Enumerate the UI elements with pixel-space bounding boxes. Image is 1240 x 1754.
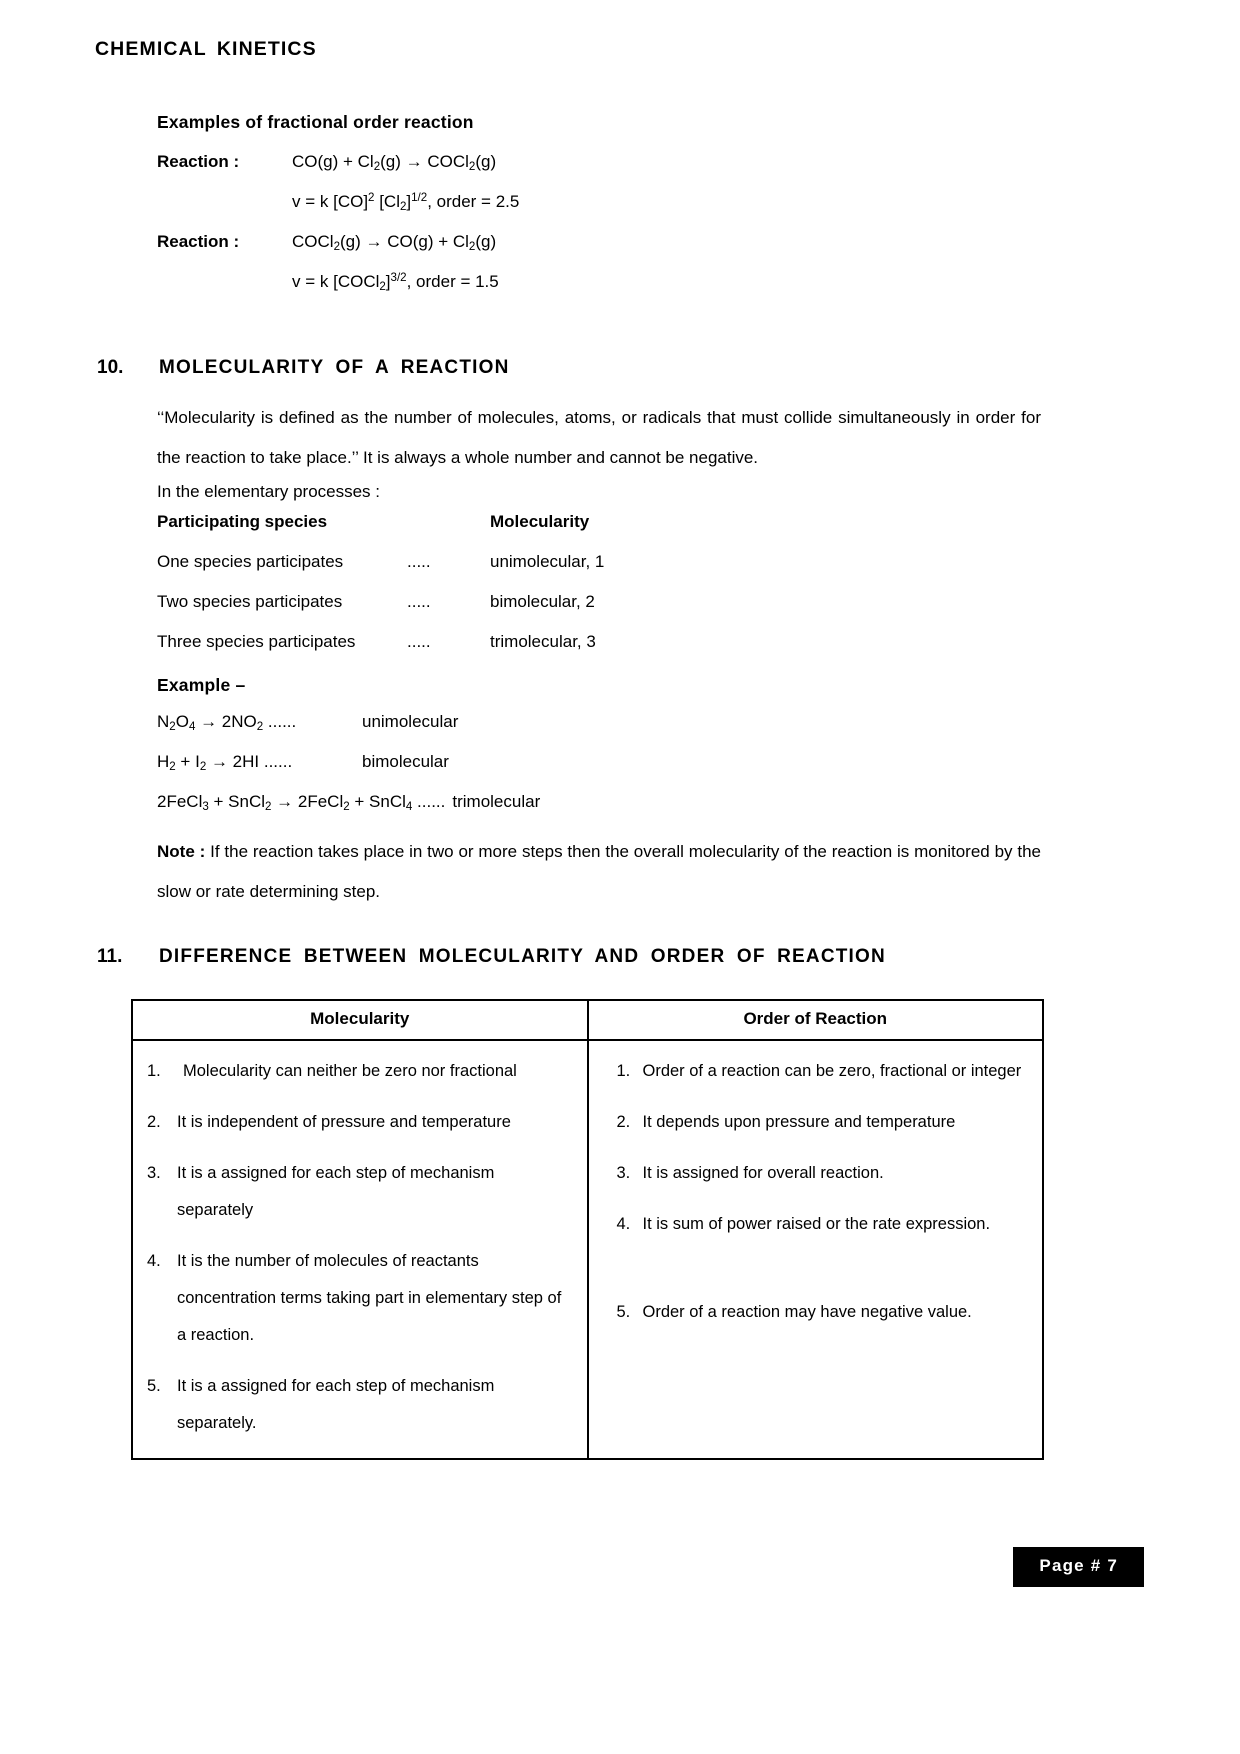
list-item xyxy=(617,1155,1029,1192)
list-item-text: It depends upon pressure and temperature xyxy=(642,1113,956,1131)
dot-leader: ..... xyxy=(407,632,431,651)
example-equation-row xyxy=(157,712,797,752)
molecularity-value: unimolecular, 1 xyxy=(490,552,605,571)
species-list-header xyxy=(157,512,717,552)
reaction-row-1 xyxy=(157,152,496,172)
col-header-participating-species: Participating species xyxy=(157,512,328,531)
column-header-order-of-reaction: Order of Reaction xyxy=(588,1000,1044,1040)
section-10-heading xyxy=(97,357,510,379)
dot-leader: ..... xyxy=(407,552,431,571)
section-11-heading xyxy=(97,946,886,968)
list-item-number: 5. xyxy=(147,1377,161,1395)
list-item-number: 4. xyxy=(147,1252,161,1270)
reaction-equation-1: $CO(g) + Cl_2(g)$ → COCl$_2$(g) xyxy=(292,152,497,174)
example-molecularity-type: bimolecular xyxy=(362,752,449,771)
reaction-equation-2: COCl$_2$(g) → $CO(g) + Cl_2(g)$ xyxy=(292,232,497,254)
species-molecularity-list xyxy=(157,512,717,672)
list-item-number: 2. xyxy=(147,1113,161,1131)
molecularity-value: trimolecular, 3 xyxy=(490,632,596,651)
comparison-table-header-row xyxy=(132,1000,1043,1040)
list-item xyxy=(617,1053,1029,1090)
species-label: One species participates xyxy=(157,552,344,571)
molecularity-value: bimolecular, 2 xyxy=(490,592,595,611)
reaction-label-2: Reaction : xyxy=(157,232,240,251)
molecularity-note xyxy=(157,832,1041,912)
section-10-number: 10. xyxy=(97,357,124,378)
example-equation: $H_2 + I_2 \to 2HI$ ...... xyxy=(157,752,293,774)
list-item-text: Order of a reaction can be zero, fractional or integer xyxy=(642,1062,1022,1080)
list-item xyxy=(147,1053,573,1090)
list-item-text: It is independent of pressure and temperature xyxy=(177,1113,511,1131)
note-text: If the reaction takes place in two or more steps then the overall molecularity of the reaction is monitored by the slow or rate determining step. xyxy=(157,842,1041,901)
molecularity-cell xyxy=(132,1040,588,1459)
list-item xyxy=(147,1104,573,1141)
list-item xyxy=(147,1155,573,1229)
list-item-number: 1. xyxy=(616,1062,631,1080)
species-label: Two species participates xyxy=(157,592,343,611)
list-item xyxy=(147,1243,573,1354)
species-row xyxy=(157,632,717,672)
example-heading: Example – xyxy=(157,675,246,695)
fractional-order-heading: Examples of fractional order reaction xyxy=(157,112,474,132)
section-11-number: 11. xyxy=(97,946,123,967)
column-header-molecularity: Molecularity xyxy=(132,1000,588,1040)
list-item-number: 1. xyxy=(147,1062,161,1080)
list-item xyxy=(147,1368,573,1442)
list-item xyxy=(617,1104,1029,1141)
list-item-text: Molecularity can neither be zero nor fractional xyxy=(183,1062,517,1080)
list-item-number: 4. xyxy=(616,1215,631,1233)
rate-law-1: v = k [CO]$^2$ $[Cl_2]^{1/2}$, order = 2.5 xyxy=(292,192,520,214)
example-equation: 2FeCl$_3$ + SnCl$_2$ → 2FeCl$_2$ + SnCl$_4$ ...... xyxy=(157,792,446,814)
elementary-processes-lead-in: In the elementary processes : xyxy=(157,482,381,501)
list-item-number: 5. xyxy=(616,1303,631,1321)
page-number-badge: Page # 7 xyxy=(1013,1547,1144,1587)
species-label: Three species participates xyxy=(157,632,356,651)
comparison-table-body-row xyxy=(132,1040,1043,1459)
reaction-row-2 xyxy=(157,232,496,252)
species-row xyxy=(157,552,717,592)
example-equation: $N_2O_4 \to 2NO_2$ ...... xyxy=(157,712,297,734)
list-item-text: It is a assigned for each step of mechanism separately. xyxy=(177,1377,495,1432)
example-equation-row xyxy=(157,792,797,832)
list-item-text: It is assigned for overall reaction. xyxy=(642,1164,884,1182)
dot-leader: ..... xyxy=(407,592,431,611)
list-item-number: 3. xyxy=(147,1164,161,1182)
example-equation-row xyxy=(157,752,797,792)
rate-law-2: v = k [COCl$_2$]$^{3/2}$, order = 1.5 xyxy=(292,272,499,294)
species-row xyxy=(157,592,717,632)
note-label: Note : xyxy=(157,842,206,861)
comparison-table xyxy=(131,999,1044,1460)
list-item xyxy=(617,1294,1029,1331)
list-item-text: It is the number of molecules of reactants concentration terms taking part in elementary step of a reaction. xyxy=(177,1252,562,1344)
list-item-number: 3. xyxy=(616,1164,631,1182)
list-item-text: Order of a reaction may have negative value. xyxy=(642,1303,972,1321)
molecularity-definition: ‘‘Molecularity is defined as the number of molecules, atoms, or radicals that must collide simultaneously in order for the reaction to take place.’’ It is always a whole number and cannot be negative. xyxy=(157,408,1041,467)
example-equations-list xyxy=(157,712,797,832)
list-item xyxy=(617,1206,1029,1243)
example-molecularity-type: unimolecular xyxy=(362,712,459,731)
reaction-label-1: Reaction : xyxy=(157,152,240,171)
col-header-molecularity: Molecularity xyxy=(490,512,590,531)
running-header-title: CHEMICAL KINETICS xyxy=(95,38,317,60)
list-item-number: 2. xyxy=(616,1113,631,1131)
section-11-title: DIFFERENCE BETWEEN MOLECULARITY AND ORDER OF REACTION xyxy=(159,946,886,967)
order-of-reaction-cell xyxy=(588,1040,1044,1459)
list-item-text: It is sum of power raised or the rate expression. xyxy=(642,1215,991,1233)
section-10-title: MOLECULARITY OF A REACTION xyxy=(159,357,510,378)
list-item-text: It is a assigned for each step of mechanism separately xyxy=(177,1164,495,1219)
example-molecularity-type: trimolecular xyxy=(452,792,541,811)
